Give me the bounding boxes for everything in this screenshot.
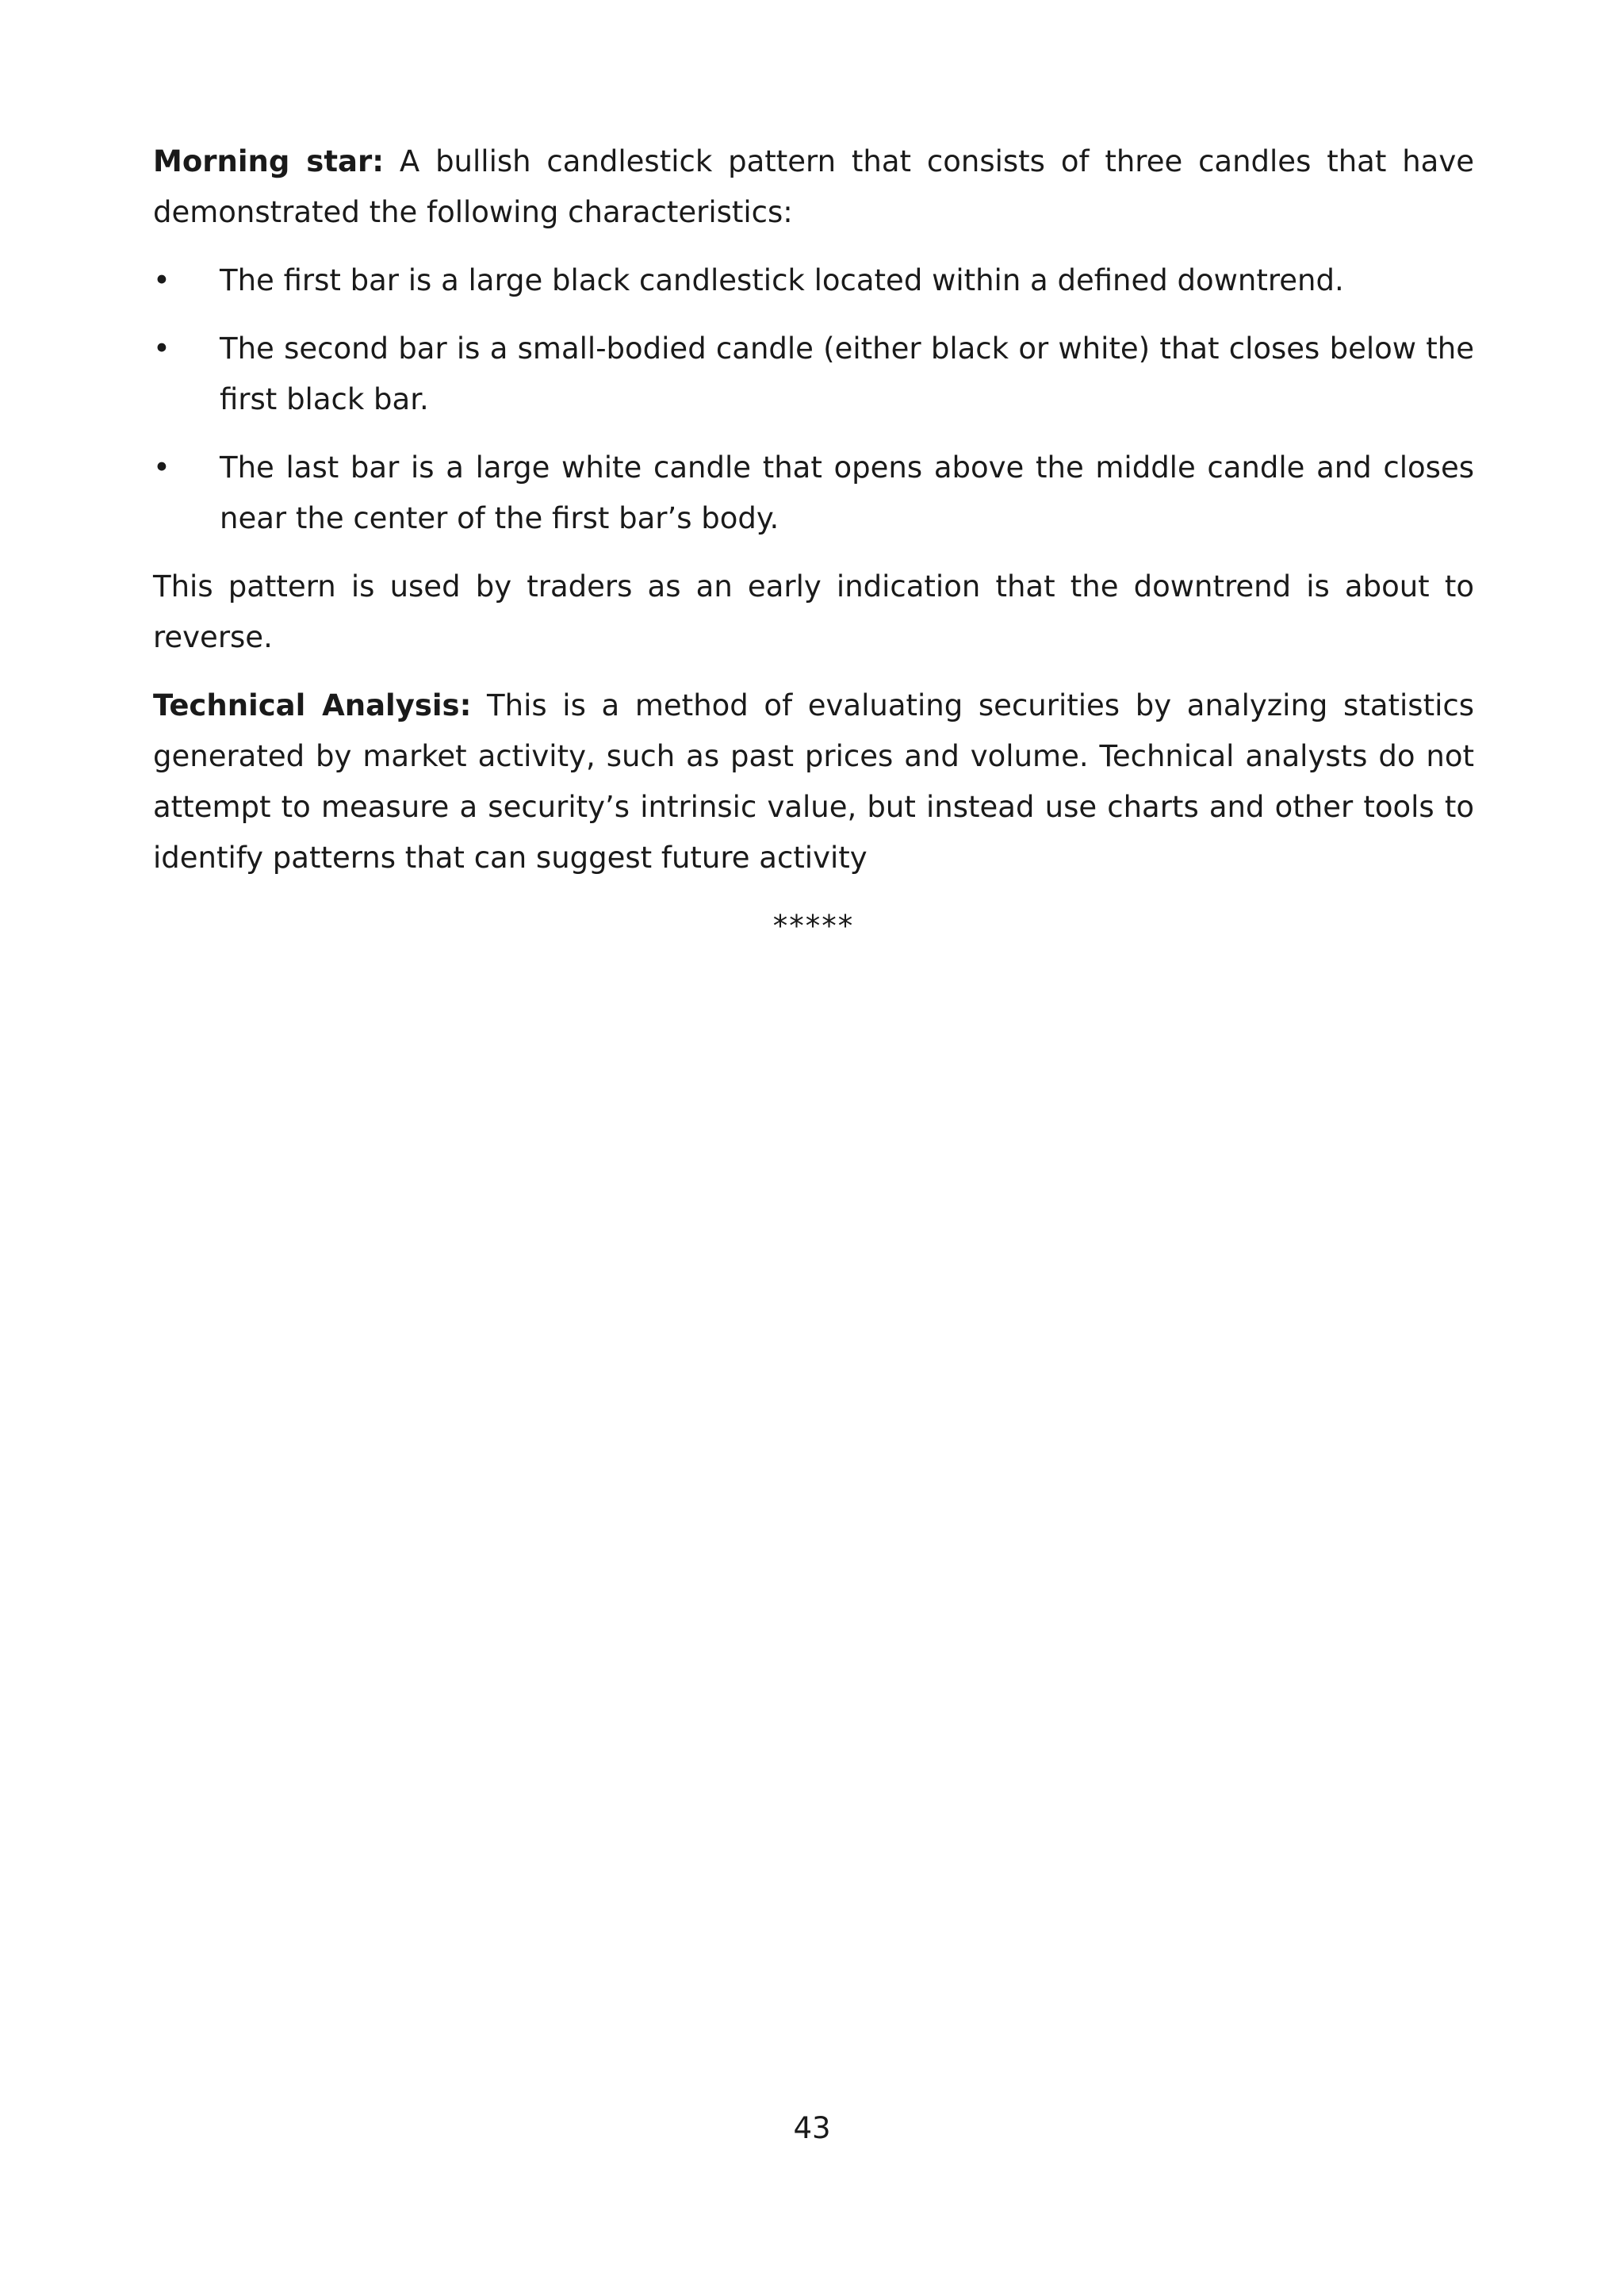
list-item-text: The second bar is a small-bodied candle (either black or white) that closes below the first black bar. bbox=[220, 331, 1474, 416]
list-item-text: The last bar is a large white candle that opens above the middle candle and closes near the center of the first bar’s body. bbox=[220, 450, 1474, 535]
bullet-icon: • bbox=[153, 331, 170, 366]
morning-star-definition: A bullish candlestick pattern that consists of three candles that have demonstrated the following characteristics: bbox=[153, 144, 1474, 229]
section-separator: ***** bbox=[772, 909, 855, 943]
list-item bbox=[153, 443, 1474, 544]
list-item bbox=[153, 324, 1474, 425]
technical-analysis-paragraph bbox=[153, 680, 1474, 883]
morning-star-characteristics-list bbox=[153, 255, 1474, 544]
morning-star-paragraph bbox=[153, 136, 1474, 238]
technical-analysis-term: Technical Analysis: bbox=[153, 688, 472, 722]
bullet-icon: • bbox=[153, 263, 170, 297]
list-item bbox=[153, 255, 1474, 306]
morning-star-closing-paragraph: This pattern is used by traders as an early indication that the downtrend is about to reverse. bbox=[153, 569, 1474, 654]
list-item-text: The first bar is a large black candlestick located within a defined downtrend. bbox=[220, 263, 1344, 297]
bullet-icon: • bbox=[153, 450, 170, 485]
page-number: 43 bbox=[793, 2111, 831, 2145]
page-content bbox=[153, 136, 1474, 952]
morning-star-term: Morning star: bbox=[153, 144, 385, 178]
technical-analysis-definition: This is a method of evaluating securities by analyzing statistics generated by market activity, such as past prices and volume. Technical analysts do not attempt to measure a security’s intrinsic value, but instead use charts and other tools to identify patterns that can suggest future activity bbox=[153, 688, 1474, 875]
